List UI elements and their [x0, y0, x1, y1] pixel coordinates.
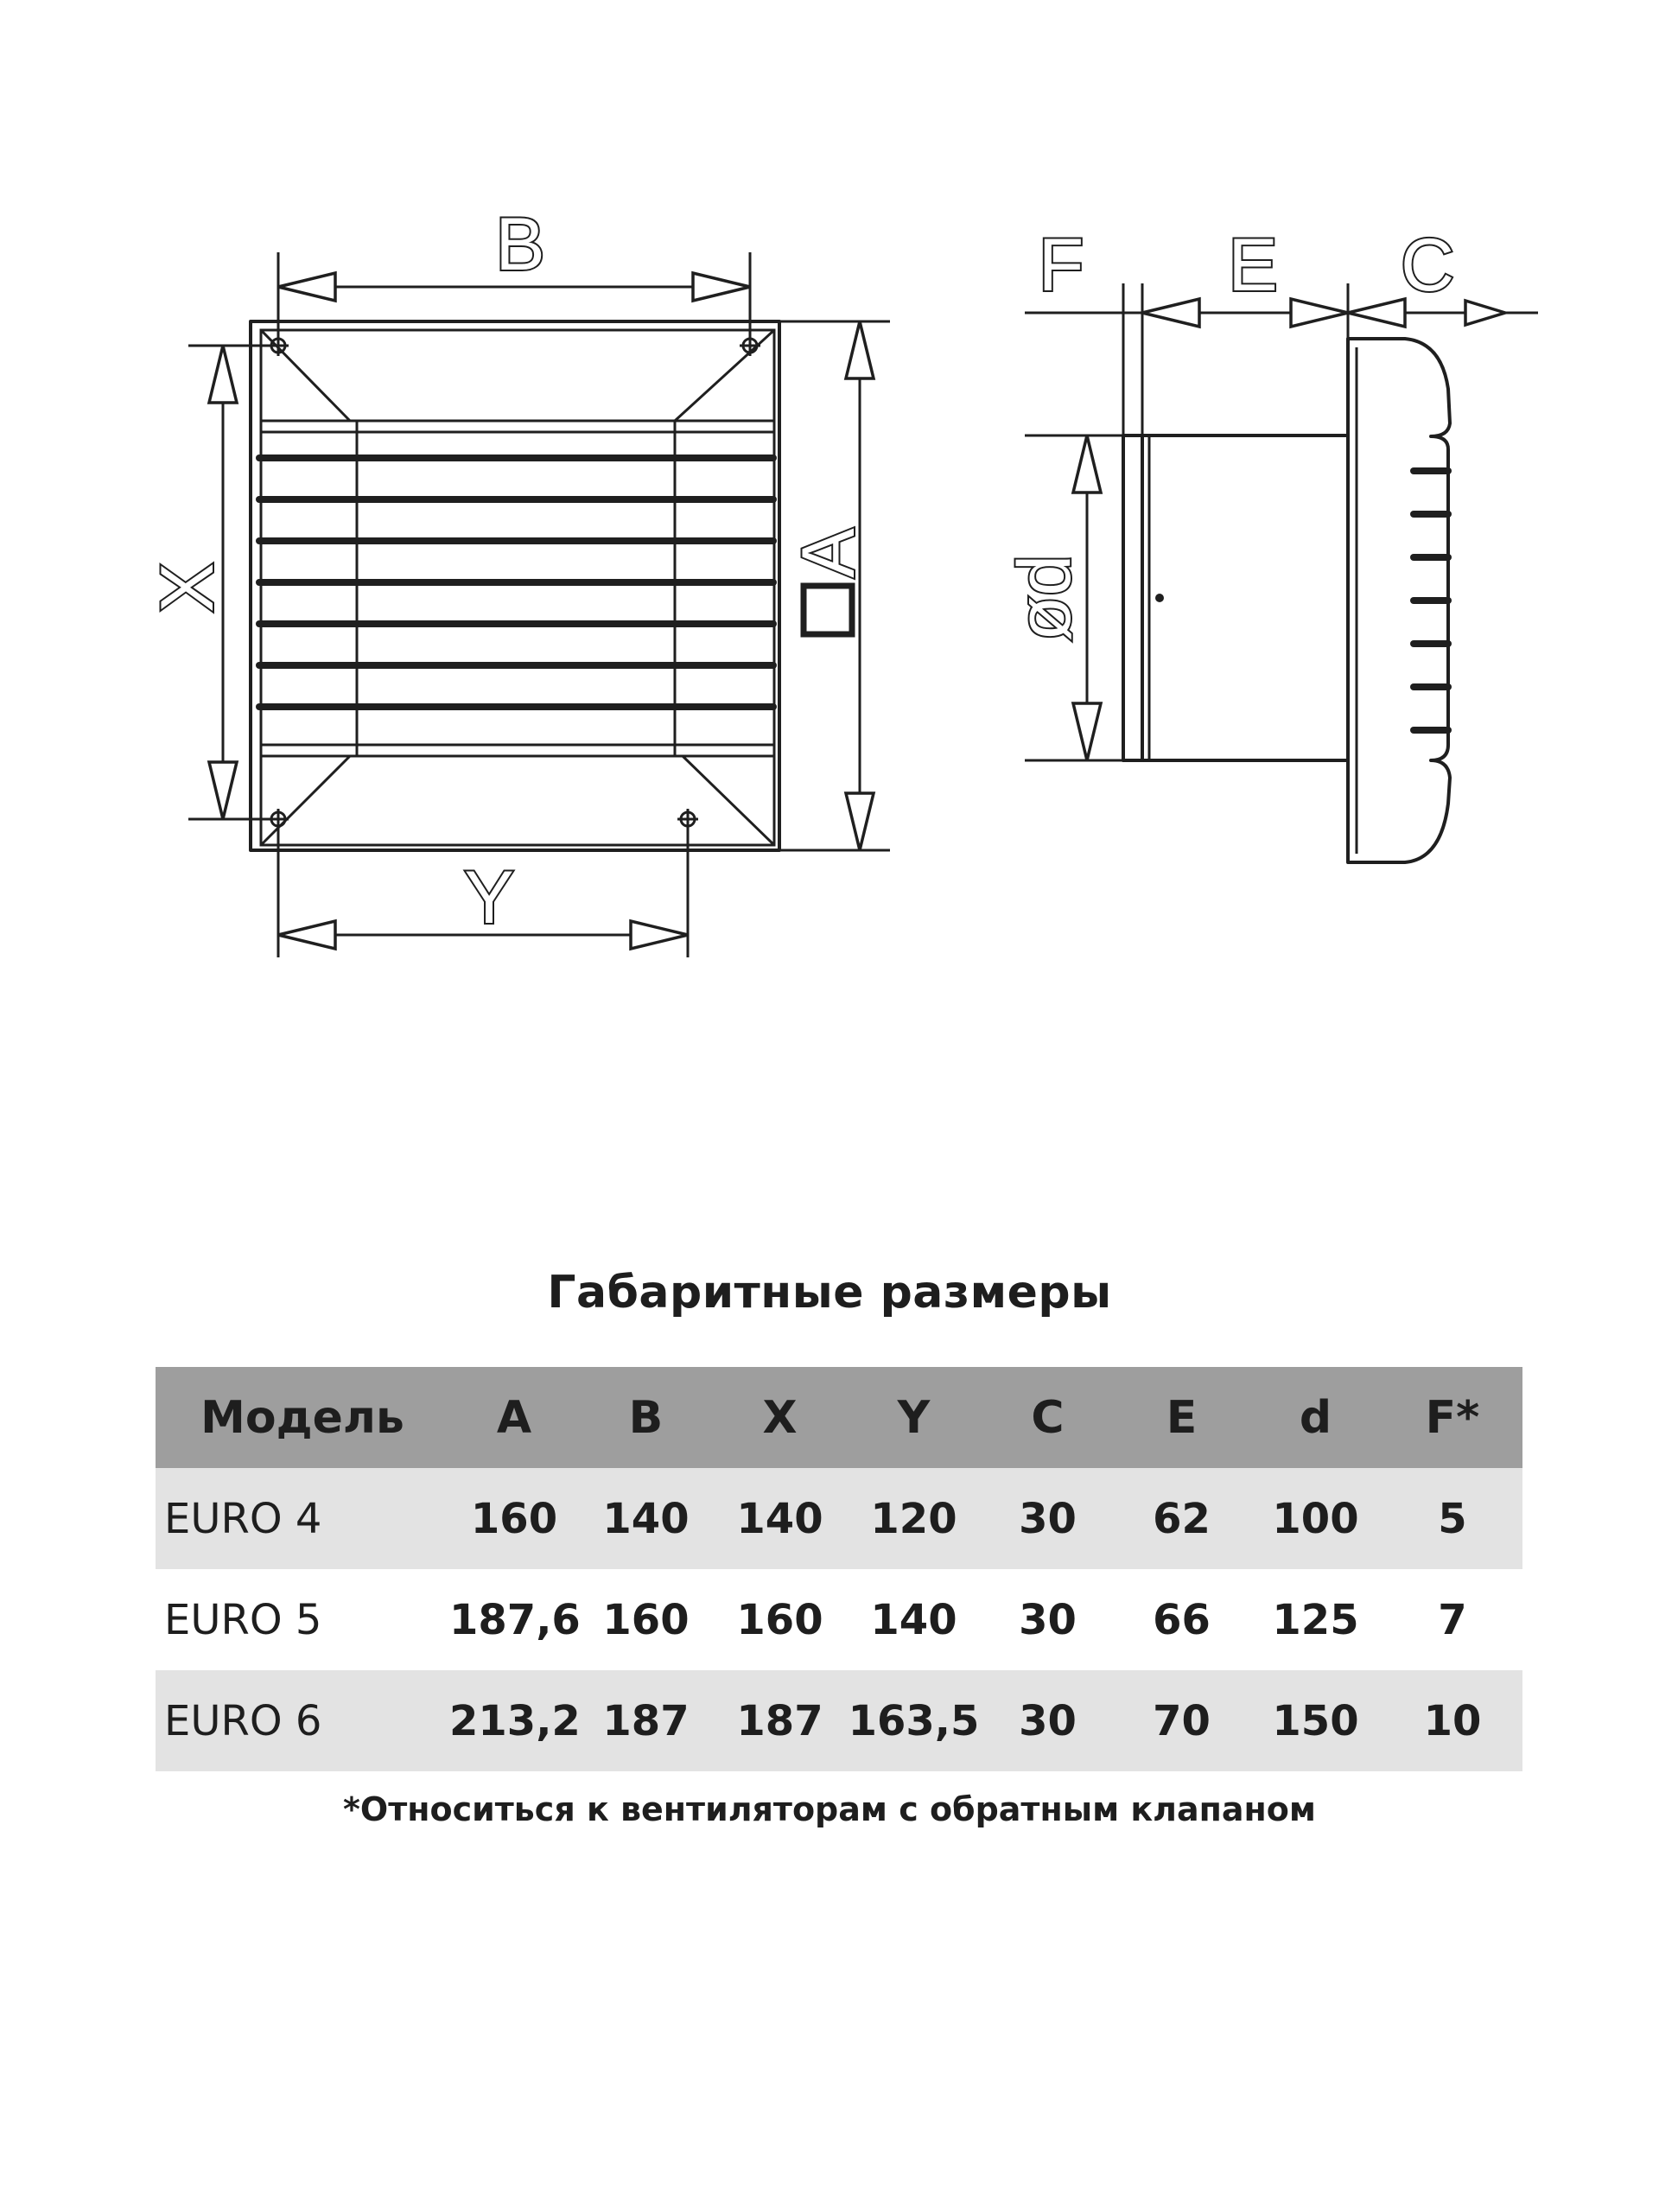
cell-c: 30 [1019, 1494, 1077, 1543]
square-symbol-icon [804, 586, 852, 634]
cell-b: 160 [602, 1595, 690, 1644]
header-b: B [628, 1391, 664, 1444]
cell-d: 125 [1272, 1595, 1359, 1644]
header-c: C [1031, 1391, 1065, 1444]
cell-e: 62 [1153, 1494, 1211, 1543]
dim-label-a: A [787, 528, 870, 578]
cell-a: 187,6 [449, 1595, 581, 1644]
cell-d: 100 [1272, 1494, 1359, 1543]
cell-e: 66 [1153, 1595, 1211, 1644]
cell-c: 30 [1019, 1696, 1077, 1745]
cell-y: 163,5 [848, 1696, 980, 1745]
cell-f: 7 [1438, 1595, 1467, 1644]
dimensions-table [156, 1367, 1522, 1771]
header-y: Y [897, 1391, 931, 1444]
table-row [156, 1670, 1522, 1771]
header-x: X [762, 1391, 798, 1444]
header-e: E [1166, 1391, 1198, 1444]
cell-model: EURO 6 [164, 1696, 322, 1745]
cell-d: 150 [1272, 1696, 1359, 1745]
cell-c: 30 [1019, 1595, 1077, 1644]
table-row [156, 1569, 1522, 1670]
header-model: Модель [200, 1391, 404, 1444]
footnote: *Относиться к вентиляторам с обратным клапаном [343, 1790, 1316, 1828]
dim-label-e: E [1228, 224, 1278, 307]
cell-f: 5 [1438, 1494, 1467, 1543]
cell-x: 160 [736, 1595, 823, 1644]
dim-label-d: ød [1003, 554, 1086, 642]
dim-label-y: Y [464, 856, 514, 939]
cell-x: 187 [736, 1696, 823, 1745]
table-title: Габаритные размеры [547, 1267, 1112, 1319]
cell-f: 10 [1423, 1696, 1482, 1745]
cell-y: 140 [870, 1595, 957, 1644]
cell-b: 140 [602, 1494, 690, 1543]
dim-label-b: B [495, 203, 545, 286]
header-d: d [1299, 1391, 1332, 1444]
table-row [156, 1468, 1522, 1569]
dim-label-f: F [1038, 224, 1084, 307]
header-f: F* [1425, 1391, 1480, 1444]
cell-b: 187 [602, 1696, 690, 1745]
cell-a: 160 [470, 1494, 558, 1543]
cell-y: 120 [870, 1494, 957, 1543]
cell-model: EURO 5 [164, 1595, 322, 1644]
cell-a: 213,2 [449, 1696, 581, 1745]
technical-drawing [0, 0, 1659, 1037]
cell-x: 140 [736, 1494, 823, 1543]
side-view [1003, 224, 1538, 862]
front-view [146, 203, 890, 957]
cell-model: EURO 4 [164, 1494, 322, 1543]
table-header-row [156, 1367, 1522, 1468]
header-a: A [496, 1391, 532, 1444]
cell-e: 70 [1153, 1696, 1211, 1745]
dim-label-c: C [1400, 224, 1455, 307]
dim-label-x: X [146, 563, 229, 613]
